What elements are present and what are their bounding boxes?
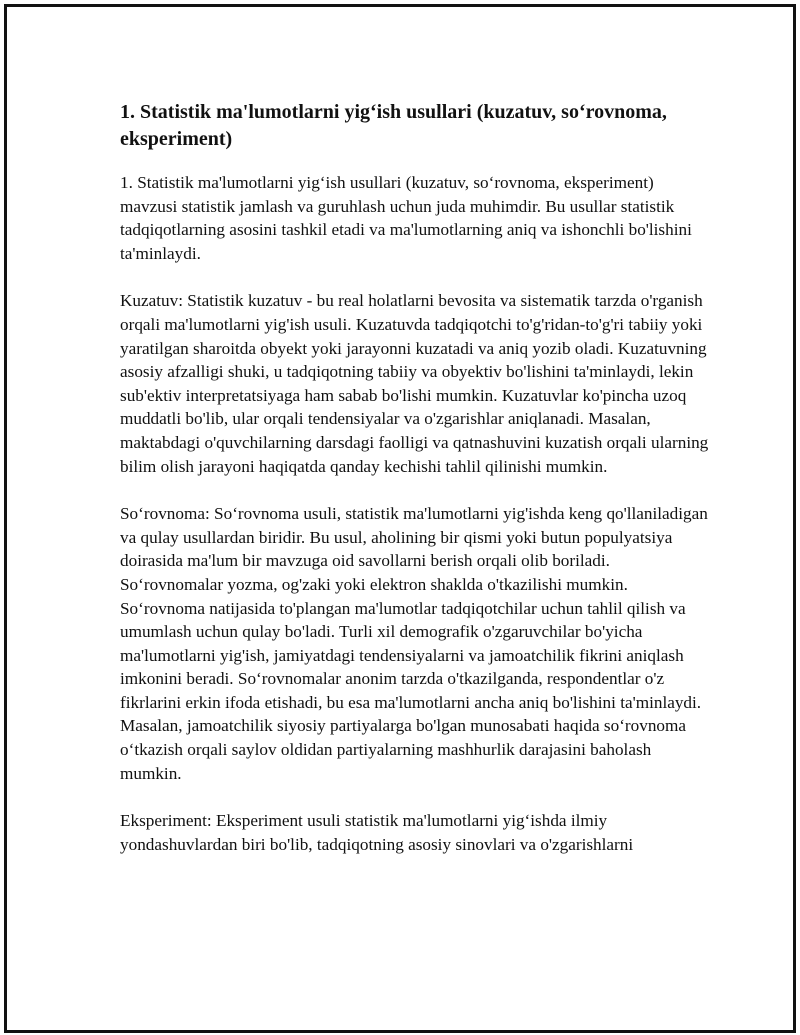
survey-paragraph: So‘rovnoma: So‘rovnoma usuli, statistik ma'lumotlarni yig'ishda keng qo'llaniladigan va qulay usullardan biridir. Bu usul, aholining bir qismi yoki butun populyatsiya doirasida ma'lum bir mavzuga oid savollarni berish orqali olib boriladi. So‘rovnomalar yozma, og'zaki yoki elektron shaklda o'tkazilishi mumkin. So‘rovnoma natijasida to'plangan ma'lumotlar tadqiqotchilar uchun tahlil qilish va umumlash uchun qulay bo'ladi. Turli xil demografik o'zgaruvchilar bo'yicha ma'lumotlarni yig'ish, jamiyatdagi tendensiyalarni va jamoatchilik fikrini aniqlash imkonini beradi. So‘rovnomalar anonim tarzda o'tkazilganda, respondentlar o'z fikrlarini erkin ifoda etishadi, bu esa ma'lumotlarni ancha aniq bo'lishini ta'minlaydi. Masalan, jamoatchilik siyosiy partiyalarga bo'lgan munosabati haqida so‘rovnoma o‘tkazish orqali saylov oldidan partiyalarning mashhurlik darajasini baholash mumkin. bbox=[120, 504, 708, 783]
document-body bbox=[120, 99, 710, 880]
experiment-paragraph: Eksperiment: Eksperiment usuli statistik ma'lumotlarni yig‘ishda ilmiy yondashuvlardan biri bo'lib, tadqiqotning asosiy sinovlari va o'zgarishlarni bbox=[120, 811, 634, 854]
document-page bbox=[4, 4, 796, 1033]
observation-paragraph: Kuzatuv: Statistik kuzatuv - bu real holatlarni bevosita va sistematik tarzda o'rganish orqali ma'lumotlarni yig'ish usuli. Kuzatuvda tadqiqotchi to'g'ridan-to'g'ri tabiiy yoki yaratilgan sharoitda obyekt yoki jarayonni kuzatadi va aniq yozib oladi. Kuzatuvning asosiy afzalligi shuki, u tadqiqotning tabiiy va obyektiv bo'lishini ta'minlaydi, lekin sub'ektiv interpretatsiyaga ham sabab bo'lishi mumkin. Kuzatuvlar ko'pincha uzoq muddatli bo'lib, ular orqali tendensiyalar va o'zgarishlar aniqlanadi. Masalan, maktabdagi o'quvchilarning darsdagi faolligi va qatnashuvini kuzatish orqali ularning bilim olish jarayoni haqiqatda qanday kechishi tahlil qilinishi mumkin. bbox=[120, 291, 709, 476]
intro-paragraph: 1. Statistik ma'lumotlarni yig‘ish usullari (kuzatuv, so‘rovnoma, eksperiment) mavzusi statistik jamlash va guruhlash uchun juda muhimdir. Bu usullar statistik tadqiqotlarning asosini tashkil etadi va ma'lumotlarning aniq va ishonchli bo'lishini ta'minlaydi. bbox=[120, 173, 692, 263]
document-title: 1. Statistik ma'lumotlarni yig‘ish usullari (kuzatuv, so‘rovnoma, eksperiment) bbox=[120, 101, 667, 150]
